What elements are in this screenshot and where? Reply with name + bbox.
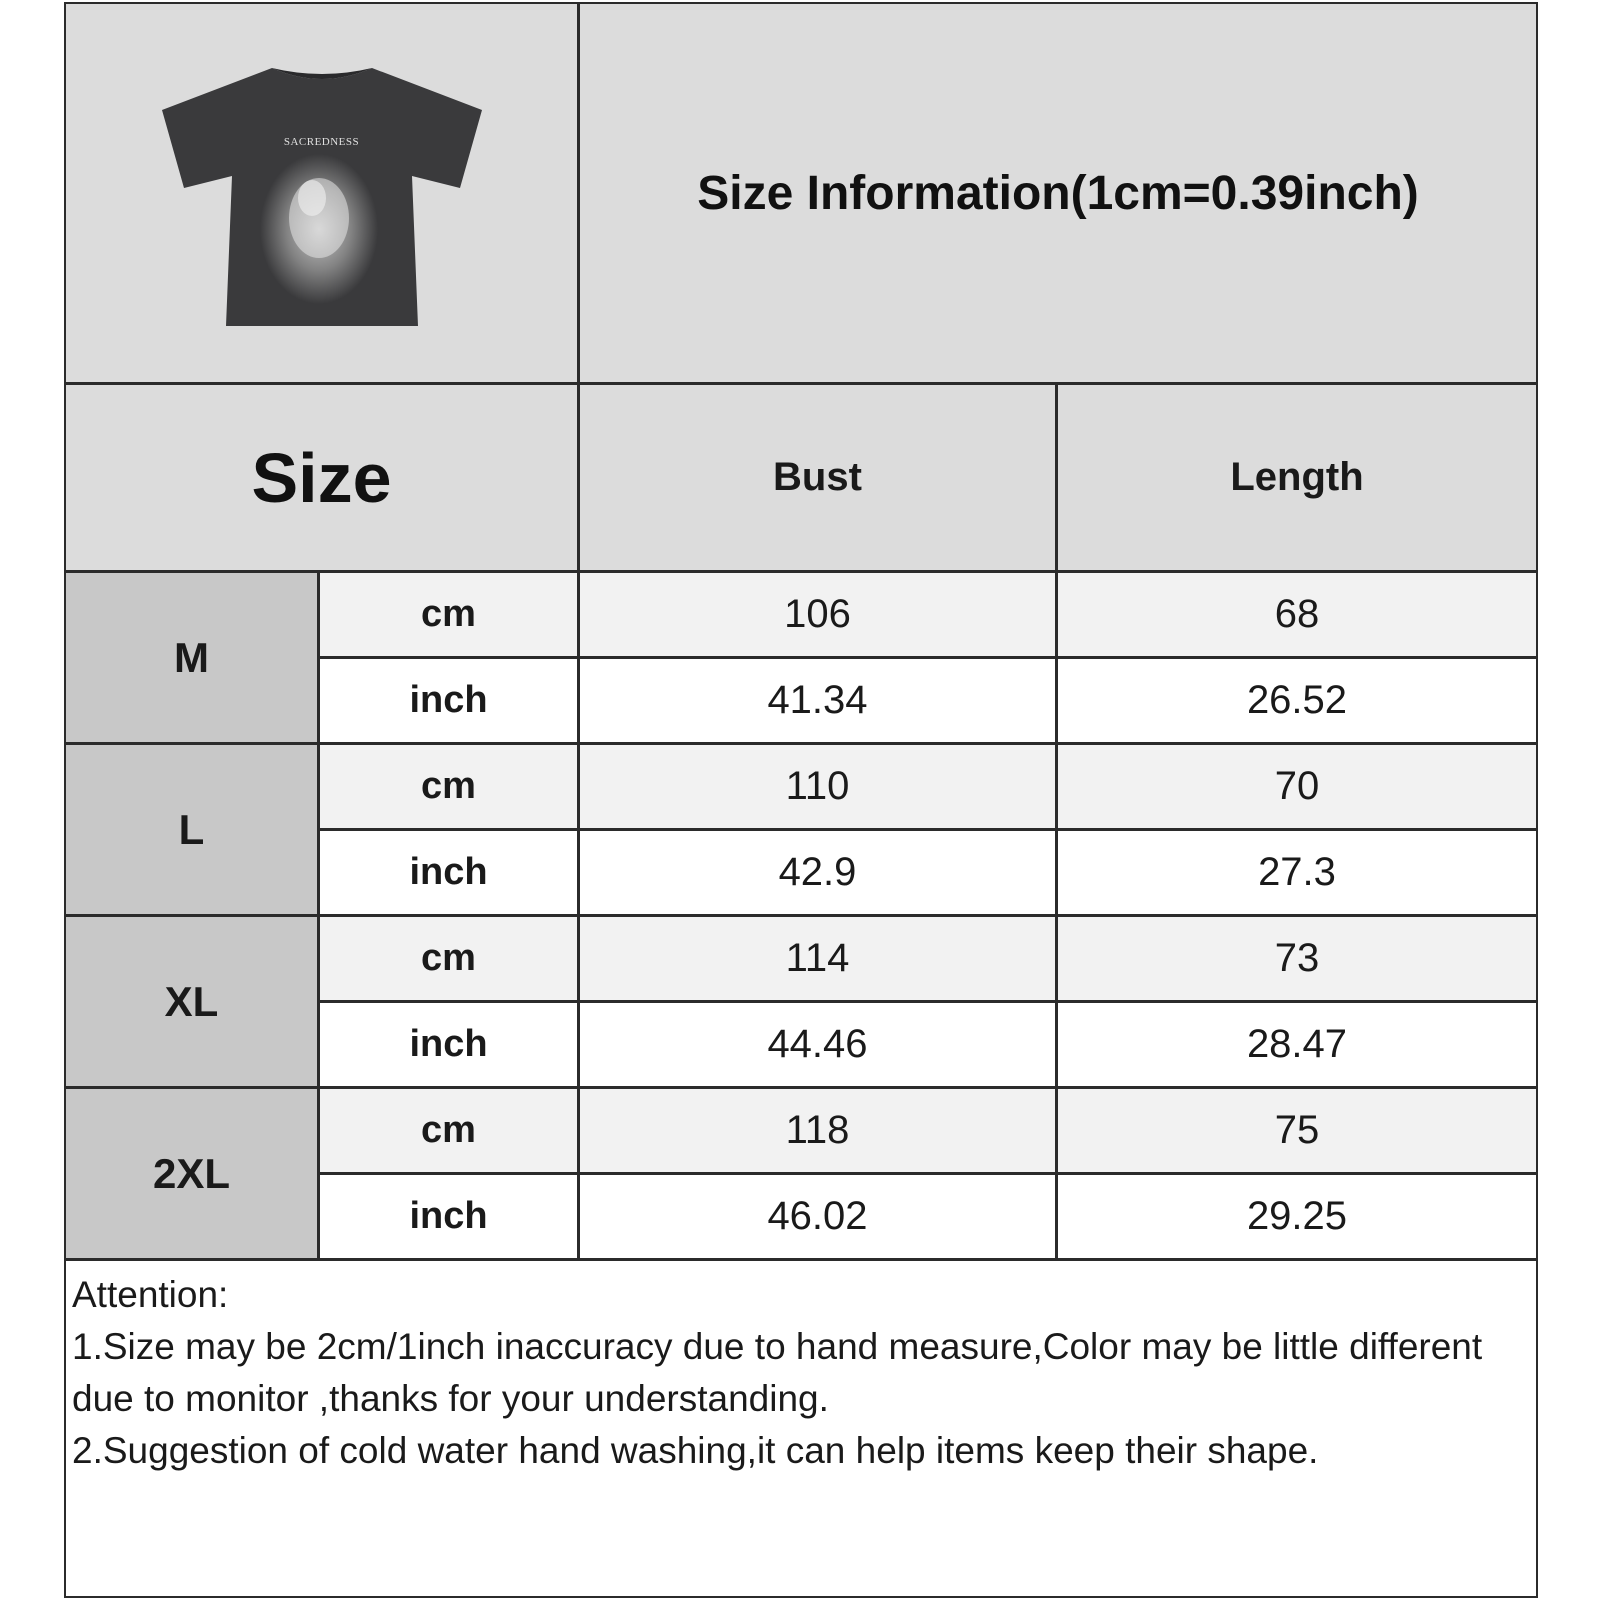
size-label-2xl: 2XL: [66, 1089, 320, 1261]
length-cm-xl: 73: [1058, 917, 1536, 1003]
length-cm-m: 68: [1058, 573, 1536, 659]
chart-title: Size Information(1cm=0.39inch): [580, 4, 1536, 385]
size-label-m: M: [66, 573, 320, 745]
bust-inch-m: 41.34: [580, 659, 1058, 745]
unit-inch: inch: [320, 1003, 580, 1089]
bust-inch-2xl: 46.02: [580, 1175, 1058, 1261]
length-cm-l: 70: [1058, 745, 1536, 831]
attention-notes: [72, 1269, 1528, 1477]
size-chart: [64, 2, 1538, 1598]
attention-heading: Attention:: [72, 1274, 229, 1315]
bust-inch-xl: 44.46: [580, 1003, 1058, 1089]
shirt-print-text: SACREDNESS: [283, 136, 360, 148]
bust-cm-xl: 114: [580, 917, 1058, 1003]
attention-line-2: 2.Suggestion of cold water hand washing,it can help items keep their shape.: [72, 1430, 1319, 1471]
unit-cm: cm: [320, 1089, 580, 1175]
bust-cm-m: 106: [580, 573, 1058, 659]
size-label-xl: XL: [66, 917, 320, 1089]
size-label-l: L: [66, 745, 320, 917]
unit-cm: cm: [320, 745, 580, 831]
unit-cm: cm: [320, 573, 580, 659]
length-cm-2xl: 75: [1058, 1089, 1536, 1175]
column-header-length: Length: [1058, 385, 1536, 573]
length-inch-2xl: 29.25: [1058, 1175, 1536, 1261]
attention-line-1: 1.Size may be 2cm/1inch inaccuracy due to hand measure,Color may be little different due to monitor ,thanks for your understanding.: [72, 1326, 1483, 1419]
unit-inch: inch: [320, 1175, 580, 1261]
unit-inch: inch: [320, 831, 580, 917]
column-header-size: Size: [66, 385, 580, 573]
product-image-cell: [66, 4, 580, 385]
length-inch-xl: 28.47: [1058, 1003, 1536, 1089]
bust-inch-l: 42.9: [580, 831, 1058, 917]
unit-cm: cm: [320, 917, 580, 1003]
column-header-bust: Bust: [580, 385, 1058, 573]
tshirt-image: [122, 28, 522, 358]
tshirt-icon: [122, 28, 522, 358]
bust-cm-2xl: 118: [580, 1089, 1058, 1175]
unit-inch: inch: [320, 659, 580, 745]
length-inch-l: 27.3: [1058, 831, 1536, 917]
bust-cm-l: 110: [580, 745, 1058, 831]
length-inch-m: 26.52: [1058, 659, 1536, 745]
